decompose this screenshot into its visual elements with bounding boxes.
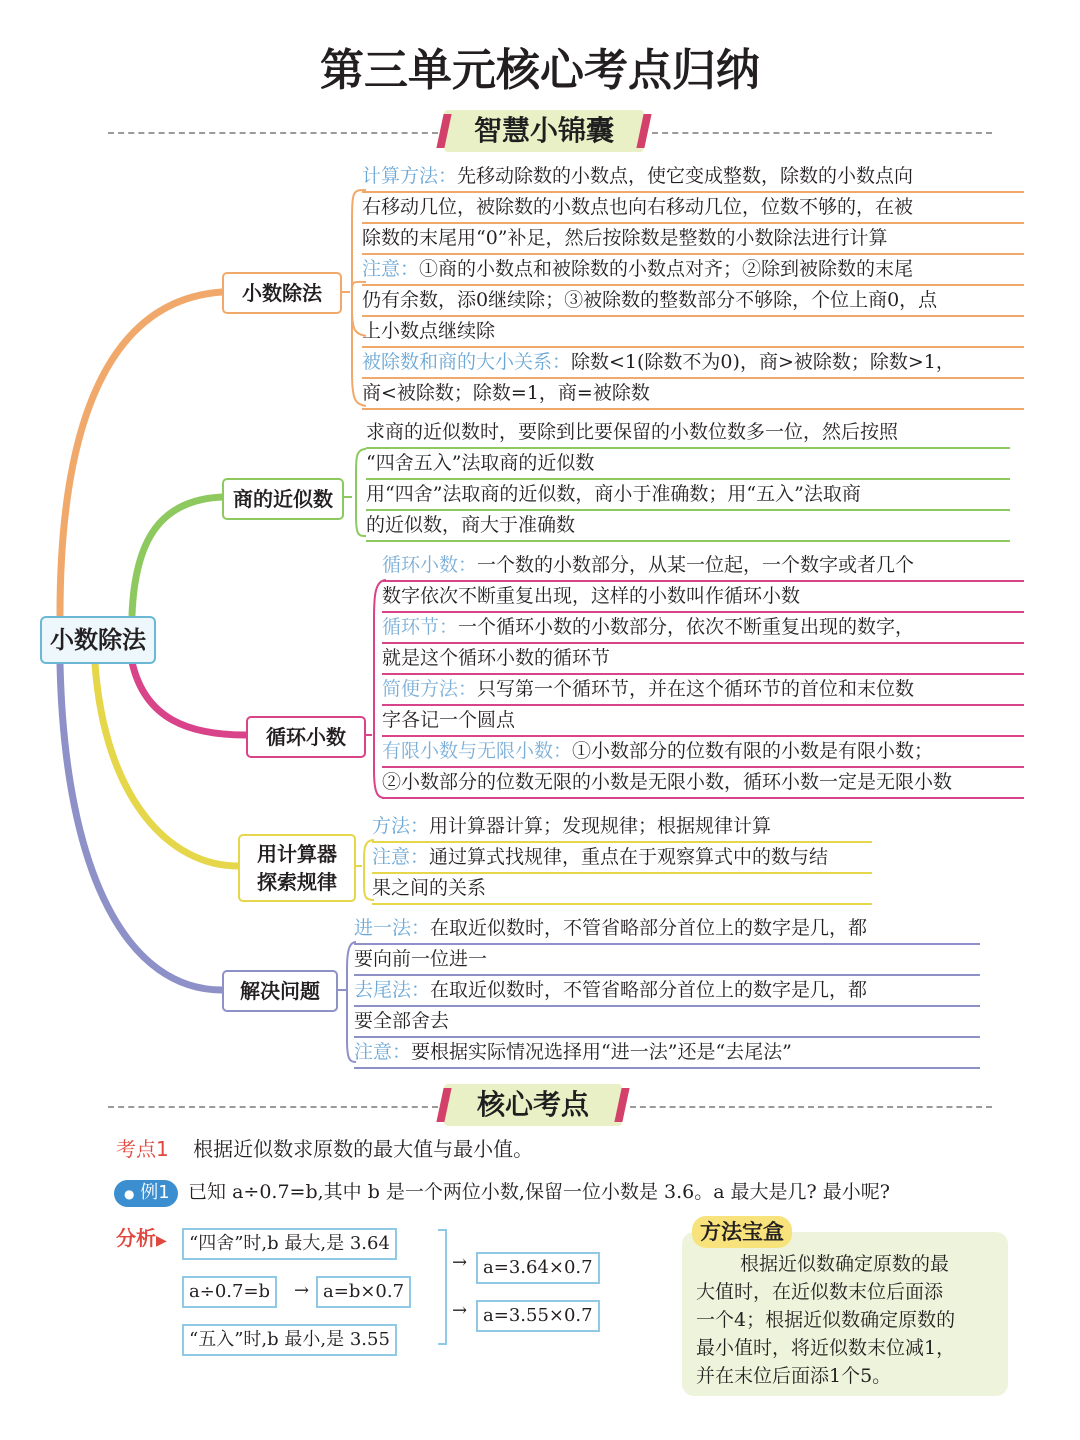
content-line: 要全部舍去 (354, 1007, 980, 1038)
method-line: 并在末位后面添1个5。 (696, 1365, 892, 1387)
branch-label-line1: 用计算器 (257, 842, 337, 866)
divider-left-2 (108, 1106, 438, 1108)
example-text: 已知 a÷0.7=b,其中 b 是一个两位小数,保留一位小数是 3.6。a 最大是几? 最小呢? (188, 1181, 890, 1203)
branch-label-line2: 探索规律 (257, 870, 337, 894)
content-line: 商<被除数；除数=1，商=被除数 (362, 379, 1024, 410)
example-row (114, 1176, 890, 1207)
content-line: 就是这个循环小数的循环节 (382, 644, 1024, 675)
content-line: 右移动几位，被除数的小数点也向右移动几位，位数不够的，在被 (362, 193, 1024, 224)
arrow-icon: → (452, 1252, 468, 1273)
method-box-title: 方法宝盒 (692, 1216, 792, 1248)
kaodian-label: 考点1 (116, 1137, 169, 1161)
method-line: 最小值时，将近似数末位减1， (696, 1337, 956, 1359)
content-line: 上小数点继续除 (362, 317, 1024, 348)
branch5-content (354, 914, 980, 1069)
divider-right-2 (630, 1106, 992, 1108)
section-title-core: 核心考点 (444, 1084, 622, 1126)
content-line: 被除数和商的大小关系：除数<1(除数不为0)，商>被除数；除数>1， (362, 348, 1024, 379)
branch3-content (382, 551, 1024, 799)
analysis-box-equation: a÷0.7=b (182, 1276, 277, 1308)
content-line: 仍有余数，添0继续除；③被除数的整数部分不够除，个位上商0，点 (362, 286, 1024, 317)
content-line: 数字依次不断重复出现，这样的小数叫作循环小数 (382, 582, 1024, 613)
example-badge: ● 例1 (114, 1180, 178, 1207)
branch4-content (372, 812, 872, 905)
content-line: 有限小数与无限小数：①小数部分的位数有限的小数是有限小数； (382, 737, 1024, 768)
content-line: 简便方法：只写第一个循环节，并在这个循环节的首位和末位数 (382, 675, 1024, 706)
branch-decimal-division: 小数除法 (222, 272, 342, 314)
analysis-box-transform: a=b×0.7 (316, 1276, 411, 1308)
arrow-icon: → (294, 1280, 310, 1301)
content-line: 注意：①商的小数点和被除数的小数点对齐；②除到被除数的末尾 (362, 255, 1024, 286)
content-line: 注意：要根据实际情况选择用“进一法”还是“去尾法” (354, 1038, 980, 1069)
content-line: ②小数部分的位数无限的小数是无限小数，循环小数一定是无限小数 (382, 768, 1024, 799)
content-line: 的近似数，商大于准确数 (366, 511, 1010, 542)
mindmap-root: 小数除法 (40, 616, 156, 664)
page-title: 第三单元核心考点归纳 (320, 45, 760, 96)
content-line: 循环小数：一个数的小数部分，从某一位起，一个数字或者几个 (382, 551, 1024, 582)
branch2-content (366, 418, 1010, 542)
content-line: 循环节：一个循环小数的小数部分，依次不断重复出现的数字， (382, 613, 1024, 644)
branch-repeating-decimal: 循环小数 (246, 716, 366, 758)
content-line: 用“四舍”法取商的近似数，商小于准确数；用“五入”法取商 (366, 480, 1010, 511)
branch-problem-solving: 解决问题 (222, 970, 338, 1012)
content-line: 去尾法：在取近似数时，不管省略部分首位上的数字是几，都 (354, 976, 980, 1007)
kaodian-row (116, 1134, 533, 1164)
content-line: 要向前一位进一 (354, 945, 980, 976)
analysis-box-bottom: “五入”时,b 最小,是 3.55 (182, 1324, 397, 1356)
analysis-result-max: a=3.64×0.7 (476, 1252, 600, 1284)
branch1-content (362, 162, 1024, 410)
branch-calculator-pattern (238, 834, 356, 902)
method-line: 大值时，在近似数末位后面添 (696, 1281, 944, 1303)
content-line: 果之间的关系 (372, 874, 872, 905)
analysis-label: 分析▶ (116, 1226, 167, 1250)
content-line: 进一法：在取近似数时，不管省略部分首位上的数字是几，都 (354, 914, 980, 945)
method-line: 根据近似数确定原数的最 (740, 1253, 950, 1275)
analysis-result-min: a=3.55×0.7 (476, 1300, 600, 1332)
content-line: 注意：通过算式找规律，重点在于观察算式中的数与结 (372, 843, 872, 874)
content-line: 字各记一个圆点 (382, 706, 1024, 737)
content-line: 方法：用计算器计算；发现规律；根据规律计算 (372, 812, 872, 843)
content-line: 计算方法：先移动除数的小数点，使它变成整数，除数的小数点向 (362, 162, 1024, 193)
method-box-text (696, 1250, 1002, 1390)
section-title-tips: 智慧小锦囊 (444, 110, 644, 152)
kaodian-text: 根据近似数求原数的最大值与最小值。 (193, 1137, 534, 1161)
content-line: “四舍五入”法取商的近似数 (366, 449, 1010, 480)
content-line: 除数的末尾用“0”补足，然后按除数是整数的小数除法进行计算 (362, 224, 1024, 255)
analysis-box-top: “四舍”时,b 最大,是 3.64 (182, 1228, 397, 1260)
content-line: 求商的近似数时，要除到比要保留的小数位数多一位，然后按照 (366, 418, 1010, 449)
arrow-icon: → (452, 1300, 468, 1321)
branch-approx-quotient: 商的近似数 (222, 478, 344, 520)
method-line: 一个4；根据近似数确定原数的 (696, 1309, 956, 1331)
